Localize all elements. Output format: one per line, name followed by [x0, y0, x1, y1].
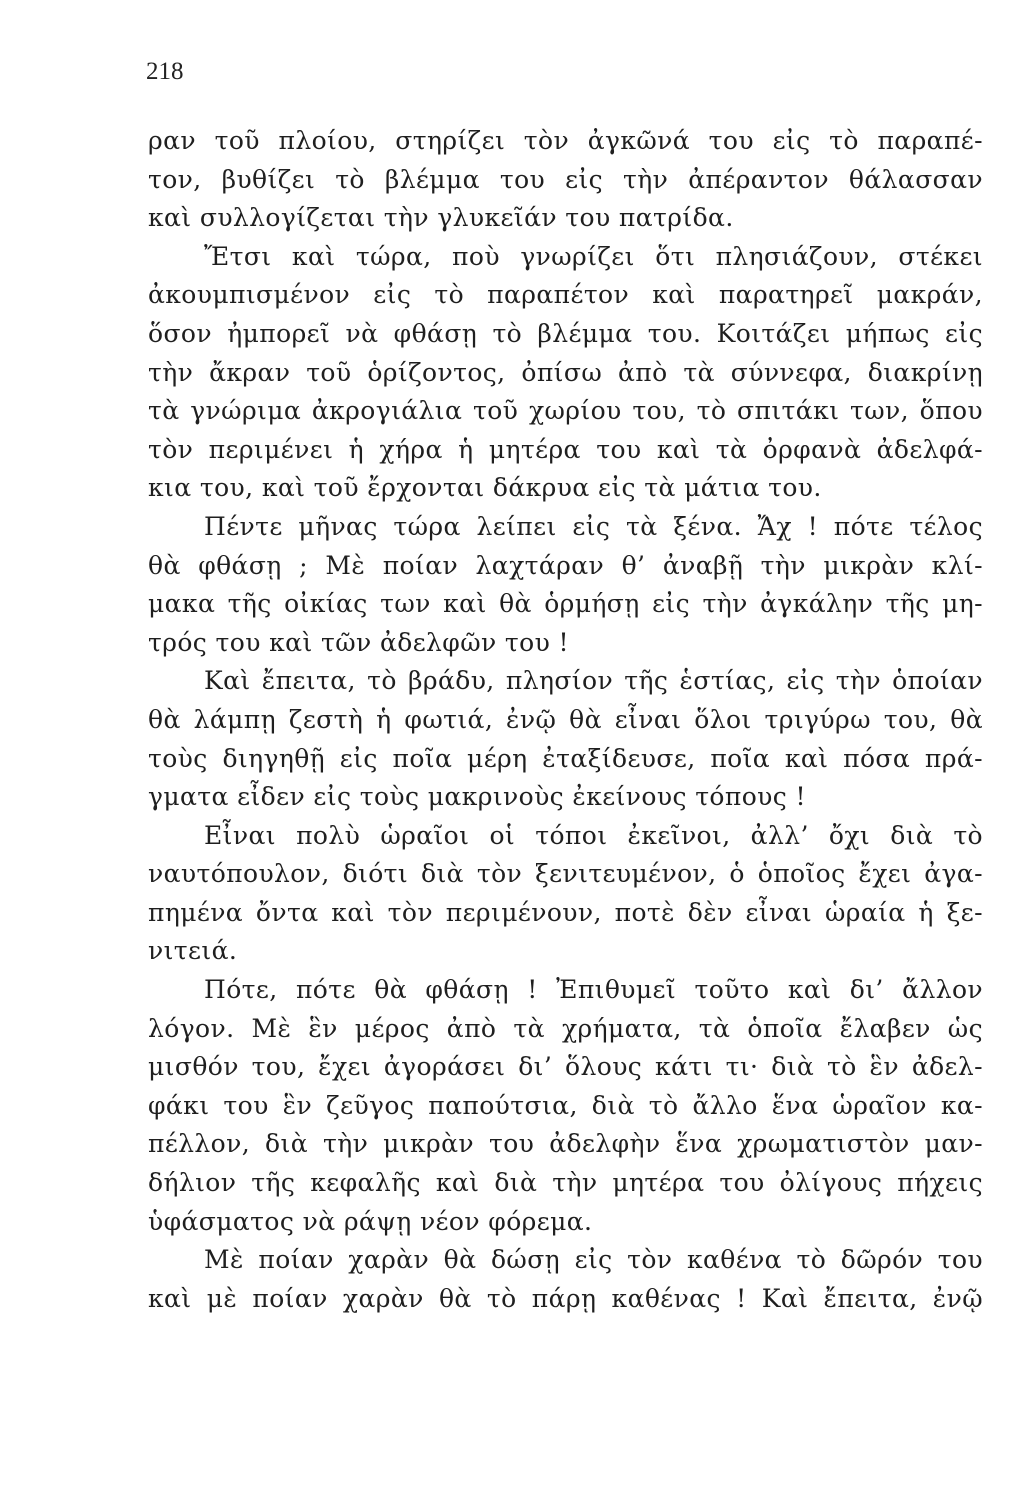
- text-line: τρός του καὶ τῶν ἀδελφῶν του !: [148, 627, 570, 657]
- text-line: τον, βυθίζει τὸ βλέμμα του εἰς τὴν ἀπέραντον θάλασσαν: [148, 164, 983, 194]
- text-line: μακα τῆς οἰκίας των καὶ θὰ ὁρμήσῃ εἰς τὴν ἀγκάλην τῆς μη-: [148, 589, 983, 619]
- text-line: Εἶναι πολὺ ὡραῖοι οἱ τόποι ἐκεῖνοι, ἀλλ’ ὄχι διὰ τὸ: [204, 820, 983, 850]
- text-line: Πέντε μῆνας τώρα λείπει εἰς τὰ ξένα. Ἄχ ! πότε τέλος: [204, 511, 983, 541]
- text-line: καὶ συλλογίζεται τὴν γλυκεῖάν του πατρίδα.: [148, 203, 734, 233]
- text-line: Πότε, πότε θὰ φθάσῃ ! Ἐπιθυμεῖ τοῦτο καὶ δι’ ἄλλον: [204, 975, 983, 1005]
- text-line: Καὶ ἔπειτα, τὸ βράδυ, πλησίον τῆς ἑστίας, εἰς τὴν ὁποίαν: [204, 666, 983, 696]
- text-line: λόγον. Μὲ ἓν μέρος ἀπὸ τὰ χρήματα, τὰ ὁποῖα ἔλαβεν ὡς: [148, 1013, 983, 1043]
- text-line: καὶ μὲ ποίαν χαρὰν θὰ τὸ πάρῃ καθένας ! Καὶ ἔπειτα, ἐνῷ: [148, 1283, 983, 1313]
- text-line: ἀκουμπισμένον εἰς τὸ παραπέτον καὶ παρατηρεῖ μακράν,: [148, 280, 983, 310]
- text-line: τὸν περιμένει ἡ χήρα ἡ μητέρα του καὶ τὰ ὀρφανὰ ἀδελφά-: [148, 434, 983, 464]
- text-line: ὅσον ἠμπορεῖ νὰ φθάσῃ τὸ βλέμμα του. Κοιτάζει μήπως εἰς: [148, 318, 983, 348]
- text-line: θὰ φθάσῃ ; Μὲ ποίαν λαχτάραν θ’ ἀναβῇ τὴν μικρὰν κλί-: [148, 550, 983, 580]
- text-line: κια του, καὶ τοῦ ἔρχονται δάκρυα εἰς τὰ μάτια του.: [148, 473, 822, 503]
- text-line: ναυτόπουλον, διότι διὰ τὸν ξενιτευμένον, ὁ ὁποῖος ἔχει ἀγα-: [148, 859, 983, 889]
- text-line: τὴν ἄκραν τοῦ ὁρίζοντος, ὀπίσω ἀπὸ τὰ σύννεφα, διακρίνῃ: [148, 357, 983, 387]
- text-line: νιτειά.: [148, 936, 238, 966]
- text-line: γματα εἶδεν εἰς τοὺς μακρινοὺς ἐκείνους τόπους !: [148, 782, 806, 812]
- text-line: ὑφάσματος νὰ ράψῃ νέον φόρεμα.: [148, 1206, 593, 1236]
- text-line: Ἔτσι καὶ τώρα, ποὺ γνωρίζει ὅτι πλησιάζουν, στέκει: [204, 241, 983, 271]
- page-number: 218: [146, 58, 184, 85]
- text-line: τοὺς διηγηθῇ εἰς ποῖα μέρη ἐταξίδευσε, ποῖα καὶ πόσα πρά-: [148, 743, 983, 773]
- text-line: πέλλον, διὰ τὴν μικρὰν του ἀδελφὴν ἕνα χρωματιστὸν μαν-: [148, 1129, 983, 1159]
- text-line: Μὲ ποίαν χαρὰν θὰ δώσῃ εἰς τὸν καθένα τὸ δῶρόν του: [204, 1245, 983, 1275]
- text-line: θὰ λάμπῃ ζεστὴ ἡ φωτιά, ἐνῷ θὰ εἶναι ὅλοι τριγύρω του, θὰ: [148, 704, 983, 734]
- text-line: τὰ γνώριμα ἀκρογιάλια τοῦ χωρίου του, τὸ σπιτάκι των, ὅπου: [148, 396, 983, 426]
- body-text: [148, 122, 983, 1318]
- text-line: φάκι του ἓν ζεῦγος παπούτσια, διὰ τὸ ἄλλο ἕνα ὡραῖον κα-: [148, 1090, 983, 1120]
- text-line: δήλιον τῆς κεφαλῆς καὶ διὰ τὴν μητέρα του ὀλίγους πήχεις: [148, 1168, 983, 1198]
- text-line: ραν τοῦ πλοίου, στηρίζει τὸν ἀγκῶνά του εἰς τὸ παραπέ-: [148, 126, 983, 155]
- text-line: πημένα ὄντα καὶ τὸν περιμένουν, ποτὲ δὲν εἶναι ὡραία ἡ ξε-: [148, 897, 983, 927]
- text-line: μισθόν του, ἔχει ἀγοράσει δι’ ὅλους κάτι τι· διὰ τὸ ἓν ἀδελ-: [148, 1052, 983, 1082]
